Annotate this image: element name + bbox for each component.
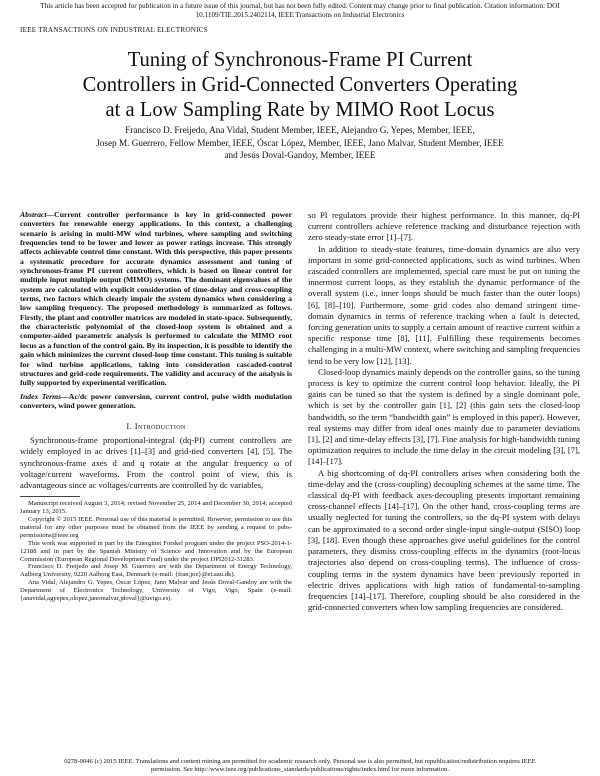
footnote-affiliation-aalborg: Francisco D. Freijedo and Josep M. Guerrero are with the Department of Energy Technology, Aalborg University, 9220 Aalborg East, Denmark (e-mail: {fran,joz}@et.aau.dk). [20,563,292,579]
section-heading [20,421,292,431]
left-column [20,210,292,603]
index-terms-lead: Index Terms [20,391,62,401]
footnote-affiliation-vigo: Ana Vidal, Alejandro G. Yepes, Óscar López, Jano Malvar and Jesús Doval-Gandoy are with the Department of Electronics Technology, University of Vigo, Vigo, Spain (e-mail: {anavidal,agyepes,olopez,janomalvar,jdoval}@uvigo.es). [20,579,292,603]
section-number: I. [126,421,133,432]
intro-paragraph-continued: so PI regulators provide their highest performance. In this manner, dq-PI current controllers achieve reference tracking and disturbance rejection with zero steady-state error [1]–[7]. [308,210,580,243]
notice-line-1: This article has been accepted for publication in a future issue of this journal, but has not been fully edited. Content may change prior to final publication. Citation information: DOI [40,2,560,10]
abstract-text: —Current controller performance is key in grid-connected power converters for renewable energy applications. In this context, a challenging scenario is arising in multi-MW wind turbines, where sampling and switching frequencies tend to be lower and lower as power ratings increase. This strongly affects achievable control time constant. With this perspective, this paper presents a systematic procedure for accurate dynamics assessment and tuning of synchronous-frame PI current controllers, which is based on linear control for multiple input multiple output (MIMO) systems. The dominant eigenvalues of the system are calculated with explicit consideration of time-delay and cross-coupling terms, two factors which clearly impair the system dynamics when considering a low sampling frequency. The proposed methodology is summarized as follows. Firstly, the plant and controller matrices are modeled in state-space. Subsequently, the characteristic polynomial of the closed-loop system is obtained and a computer-aided parametric analysis is performed to calculate the MIMO root locus as a function of the control gain. By its inspection, it is possible to identify the gain which minimizes the current closed-loop time constant. This tuning is suitable for wind turbine applications, taking into consideration cascaded-control structures and grid-code requirements. The validity and accuracy of the analysis is fully supported by experimental verification. [20,210,292,388]
title-line-3: at a Low Sampling Rate by MIMO Root Locus [105,99,495,121]
prepublication-notice [10,2,590,19]
intro-paragraph-2: In addition to steady-state features, time-domain dynamics are also very important in some grid-connected applications, such as wind turbines. When cascaded controllers are implemented, special care must be put on tuning the innermost current loops, as they establish the dynamic performance of the overall system (i.e., inner loops should be much faster than the outer loops) [6], [8]–[10]. Furthermore, some grid codes also demand stringent time-domain dynamics in terms of reference tracking when a fault is detected, forcing generation units to supply a certain amount of reactive current within a specific response time [8], [11]. Fulfilling these requirements becomes challenging in a multi-MW context, where switching and sampling frequencies tend to be very low [12], [13]. [308,243,580,366]
copyright-footer [0,758,600,774]
journal-header: IEEE TRANSACTIONS ON INDUSTRIAL ELECTRONICS [20,26,208,34]
authors-line-3: and Jesús Doval-Gandoy, Member, IEEE [224,150,376,161]
copyright-line-1: 0278-0046 (c) 2015 IEEE. Translations and content mining are permitted for academic research only. Personal use is also permitted, but republication/redistribution requires IEEE [64,758,536,765]
footnote-copyright: Copyright © 2015 IEEE. Personal use of this material is permitted. However, permission to use this material for any other purposes must be obtained from the IEEE by sending a request to pubs-permissions@ieee.org [20,516,292,539]
paper-title [20,48,580,123]
abstract [20,210,292,388]
author-list [20,124,580,162]
intro-paragraph-1: Synchronous-frame proportional-integral (dq-PI) current controllers are widely employed in ac drives [1]–[3] and grid-tied converters [4], [5]. The synchronous-frame axes d and q rotate at the angular frequency ω of voltage/current waveforms. From the control point of view, this is advantageous since ac voltages/currents are controlled by dc variables, [20,435,292,491]
intro-paragraph-3: Closed-loop dynamics mainly depends on the controller gains, so the tuning process is key to optimize the current control loop behavior. Ideally, the PI gains can be tuned so that the system is defined by a single dominant pole, which is set by the controller gain [1], [2] (this gain sets the closed-loop bandwidth, so the term “bandwidth gain” is employed in this paper). However, real systems may differ from ideal ones mainly due to parameter deviations [1], [2] and time-delay effects [3], [7]. Fine analysis for high-bandwidth tuning optimization requires to include the time delay in the circuit modeling [3], [7], [14]–[17]. [308,366,580,467]
footnote-received: Manuscript received August 3, 2014; revised November 25, 2014 and December 30, 2014; accepted January 13, 2015. [20,500,292,516]
title-line-2: Controllers in Grid-Connected Converters Operating [82,74,518,96]
footnote-divider [20,496,80,497]
notice-line-2: 10.1109/TIE.2015.2402114, IEEE Transactions on Industrial Electronics [195,10,405,19]
index-terms [20,392,292,411]
right-column [308,210,580,613]
intro-paragraph-4: A big shortcoming of dq-PI controllers arises when considering both the time-delay and the (cross-coupling) decoupling schemes at the same time. The classical dq-PI with feedback axes-decoupling presents important remaining cross-channel effects [14]–[17]. On the other hand, cross-coupling terms are usually neglected for tuning the controllers, so the dq-PI system with delays can be approximated to a second order single-input single-output (SISO) loop [3], [18]. Even though these approaches give useful guidelines for the control parameters, they dismiss cross-coupling effects in the dynamics (root-locus trajectories also depend on cross-coupling terms). The influence of cross-coupling terms in the system dynamics have been previously reported in electric drives applications with high ratios of fundamental-to-sampling frequencies [14]–[17]. Therefore, coupling should be also considered in the grid-connected converters when low sampling frequencies are considered. [308,467,580,613]
footnote-funding: This work was supported in part by the Energinet Forskel program under the project PSO-2014-1-12188 and in part by the Spanish Ministry of Science and Innovation and by the European Commission (European Regional Development Fund) under the project DPI2012-31283. [20,539,292,563]
authors-line-1: Francisco D. Freijedo, Ana Vidal, Student Member, IEEE, Alejandro G. Yepes, Member, IEEE, [125,125,475,135]
section-title: Introduction [134,421,186,432]
index-terms-text: —Ac/dc power conversion, current control, pulse width modulation converters, wind power generation. [20,391,292,410]
abstract-lead: Abstract [20,210,47,219]
title-line-1: Tuning of Synchronous-Frame PI Current [127,49,473,71]
authors-line-2: Josep M. Guerrero, Fellow Member, IEEE, Óscar López, Member, IEEE, Jano Malvar, Student Member, IEEE [96,137,504,148]
copyright-line-2: permission. See http://www.ieee.org/publications_standards/publications/rights/index.html for more information. [151,766,449,773]
